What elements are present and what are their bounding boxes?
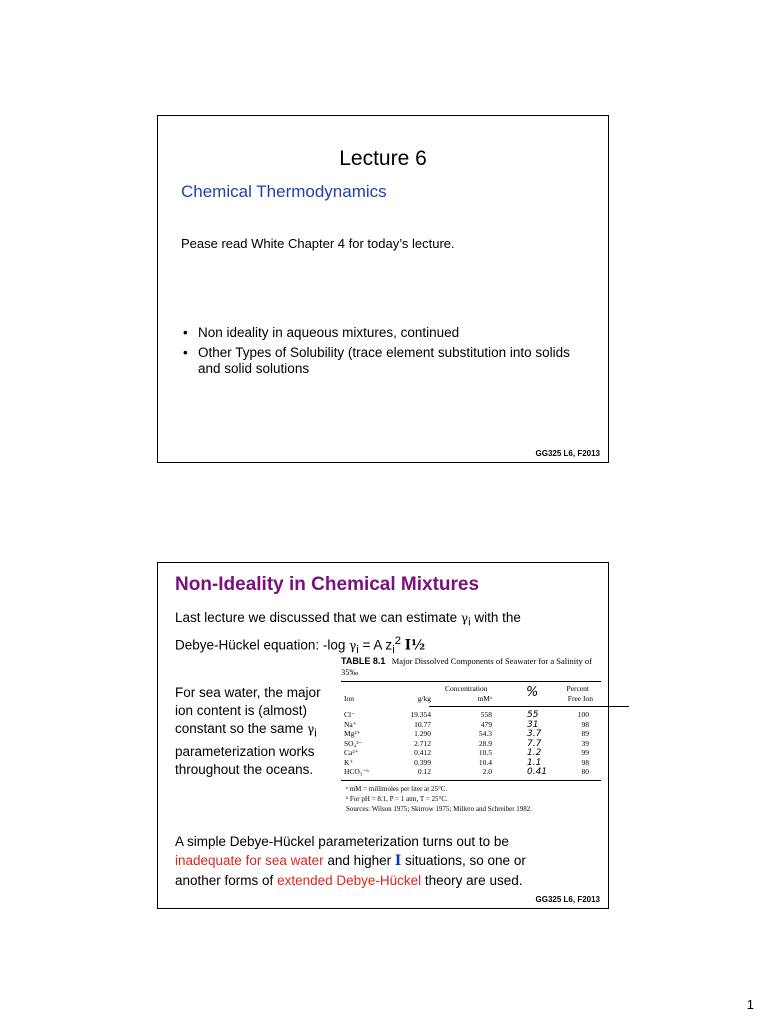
table-sources: Sources: Wilson 1975; Skirrow 1975; Millero and Schreiber 1982.	[346, 804, 533, 813]
table-cell-free: 39	[581, 738, 589, 748]
lecture-title: Lecture 6	[339, 147, 427, 170]
table-cell-gkg: 0.399	[414, 757, 431, 767]
table-cell-pct: 55	[527, 710, 539, 720]
slide-footer: GG325 L6, F2013	[535, 449, 600, 458]
table-cell-mm: 28.9	[478, 738, 492, 748]
slide-title: Non-Ideality in Chemical Mixtures	[175, 574, 480, 595]
table-cell-free: 98	[581, 757, 589, 767]
table-cell-gkg: 0.12	[417, 767, 431, 776]
reading-assignment: Pease read White Chapter 4 for today’s lecture.	[181, 236, 455, 251]
table-row	[341, 767, 601, 777]
topic-list	[181, 325, 591, 381]
table-cell-free: 100	[577, 710, 589, 719]
table-cell-ion: Mg²⁺	[344, 729, 361, 738]
handwritten-percent: %	[526, 685, 539, 700]
table-cell-gkg: 0.412	[414, 748, 431, 757]
table-row	[341, 739, 601, 749]
table-footnote: ᵃ mM = millimoles per liter at 25°C.	[346, 784, 448, 793]
gamma-symbol: γ	[460, 611, 469, 625]
conclusion-paragraph: A simple Debye-Hückel parameterization turns out to be inadequate for sea water and higher I situations, so one or another forms of extended Debye-Hückel theory are used.	[175, 834, 526, 888]
table-cell-ion: Na⁺	[344, 719, 357, 729]
table-cell-mm: 2.0	[482, 767, 492, 776]
table-cell-pct: 3.7	[527, 729, 542, 739]
slide-lecture-title	[157, 115, 609, 463]
table-footnote: ᵇ For pH = 8.1, P = 1 atm, T = 25°C.	[346, 794, 448, 803]
seawater-paragraph: For sea water, the major ion content is (almost) constant so the same $\gamma_i$ parameterization works throughout the oceans.	[175, 685, 321, 777]
seawater-table	[341, 656, 601, 814]
table-cell-mm: 10.4	[478, 757, 492, 767]
highlight-extended: extended Debye-Hückel	[277, 873, 422, 888]
table-row	[341, 748, 601, 758]
table-cell-mm: 10.5	[478, 748, 492, 757]
topic-item: • Non ideality in aqueous mixtures, continued	[181, 325, 591, 341]
table-cell-mm: 558	[480, 710, 492, 719]
table-cell-mm: 54.3	[478, 729, 492, 738]
table-cell-gkg: 19.354	[410, 710, 431, 719]
slide-non-ideality	[157, 562, 609, 909]
table-header: Concentration Percent Ion g/kg mMᵃ % Free Ion	[344, 684, 593, 703]
ionic-strength-symbol: I	[404, 637, 412, 654]
table-cell-pct: 1.2	[527, 748, 542, 758]
table-cell-ion: K⁺	[344, 757, 354, 767]
table-cell-pct: 7.7	[527, 738, 542, 749]
table-cell-pct: 0.41	[527, 767, 548, 777]
table-row	[341, 729, 601, 739]
table-cell-free: 89	[581, 729, 589, 738]
table-cell-gkg: 10.77	[414, 719, 431, 729]
page-number: 1	[746, 997, 754, 1012]
table-cell-pct: 1.1	[527, 757, 542, 768]
table-caption: TABLE 8.1 Major Dissolved Components of Seawater for a Salinity of 35‰	[341, 656, 592, 677]
table-cell-gkg: 1.290	[414, 729, 431, 738]
highlight-inadequate: inadequate for sea water	[175, 853, 324, 868]
table-cell-ion: HCO₃⁻ᵇ	[344, 767, 369, 776]
table-cell-ion: Ca²⁺	[344, 748, 359, 757]
table-cell-free: 99	[581, 748, 589, 757]
table-cell-free: 98	[581, 719, 589, 729]
topic-item: • Other Types of Solubility (trace element substitution into solids and solid solutions	[181, 345, 591, 377]
table-cell-mm: 479	[480, 719, 492, 729]
table-row	[341, 758, 601, 768]
table-cell-free: 80	[581, 767, 589, 776]
slide-footer: GG325 L6, F2013	[535, 895, 600, 904]
intro-paragraph: Last lecture we discussed that we can estimate $\gamma_i$ with the Debye-Hückel equation: -log $\gamma_i = A$ $z_i^2$ I½	[175, 610, 521, 656]
table-cell-pct: 31	[527, 719, 539, 730]
table-cell-gkg: 2.712	[414, 738, 431, 748]
table-row	[341, 720, 601, 730]
table-row	[341, 710, 601, 720]
table-cell-ion: Cl⁻	[344, 710, 356, 719]
lecture-subtitle: Chemical Thermodynamics	[181, 182, 387, 201]
table-cell-ion: SO₄²⁻	[344, 738, 363, 748]
